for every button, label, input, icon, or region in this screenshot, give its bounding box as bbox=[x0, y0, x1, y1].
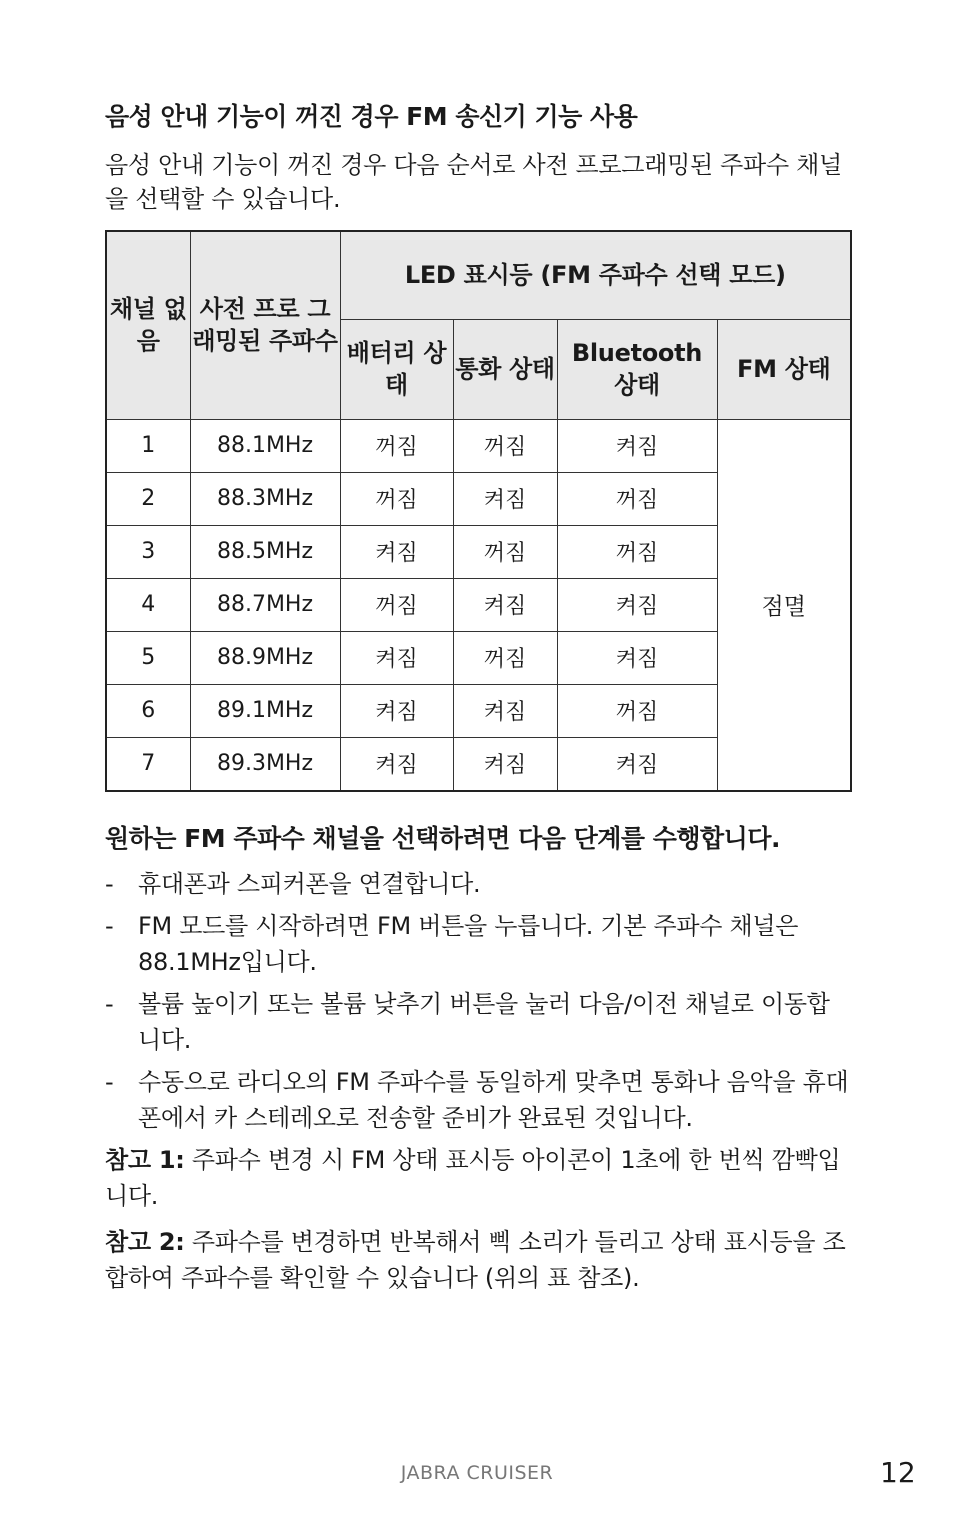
section-heading-select-channel: 원하는 FM 주파수 채널을 선택하려면 다음 단계를 수행합니다. bbox=[105, 823, 780, 853]
cell-call: 꺼짐 bbox=[453, 525, 557, 578]
footer-brand: JABRA CRUISER bbox=[400, 1462, 554, 1484]
cell-frequency: 88.7MHz bbox=[190, 578, 340, 631]
header-call: 통화 상태 bbox=[453, 319, 557, 419]
cell-bluetooth: 켜짐 bbox=[557, 631, 717, 684]
cell-frequency: 88.1MHz bbox=[190, 419, 340, 472]
cell-battery: 꺼짐 bbox=[340, 472, 453, 525]
page-number: 12 bbox=[880, 1456, 916, 1489]
cell-bluetooth: 꺼짐 bbox=[557, 472, 717, 525]
cell-battery: 켜짐 bbox=[340, 737, 453, 791]
cell-frequency: 88.5MHz bbox=[190, 525, 340, 578]
list-item bbox=[105, 866, 850, 902]
cell-bluetooth: 켜짐 bbox=[557, 578, 717, 631]
cell-call: 켜짐 bbox=[453, 578, 557, 631]
cell-battery: 켜짐 bbox=[340, 525, 453, 578]
header-fm: FM 상태 bbox=[717, 319, 851, 419]
bullet-dash: - bbox=[105, 911, 114, 940]
bullet-dash: - bbox=[105, 869, 114, 898]
note-text: 주파수를 변경하면 반복해서 삑 소리가 들리고 상태 표시등을 조합하여 주파수를 확인할 수 있습니다 (위의 표 참조). bbox=[105, 1227, 846, 1292]
cell-frequency: 88.3MHz bbox=[190, 472, 340, 525]
note-1 bbox=[105, 1142, 850, 1214]
step-text: 볼륨 높이기 또는 볼륨 낮추기 버튼을 눌러 다음/이전 채널로 이동합니다. bbox=[138, 989, 830, 1054]
cell-channel: 3 bbox=[106, 525, 190, 578]
cell-call: 켜짐 bbox=[453, 737, 557, 791]
steps-list bbox=[105, 866, 850, 1136]
cell-frequency: 89.1MHz bbox=[190, 684, 340, 737]
cell-battery: 꺼짐 bbox=[340, 578, 453, 631]
cell-fm-state: 점멸 bbox=[717, 419, 851, 791]
header-frequency: 사전 프로 그래밍된 주파수 bbox=[190, 231, 340, 419]
note-2 bbox=[105, 1224, 850, 1296]
fm-channel-table bbox=[105, 230, 852, 792]
list-item bbox=[105, 1064, 850, 1136]
header-bluetooth: Bluetooth 상태 bbox=[557, 319, 717, 419]
cell-frequency: 88.9MHz bbox=[190, 631, 340, 684]
cell-frequency: 89.3MHz bbox=[190, 737, 340, 791]
table-row bbox=[106, 419, 851, 472]
bullet-dash: - bbox=[105, 1067, 114, 1096]
cell-channel: 6 bbox=[106, 684, 190, 737]
cell-bluetooth: 꺼짐 bbox=[557, 684, 717, 737]
note-text: 주파수 변경 시 FM 상태 표시등 아이콘이 1초에 한 번씩 깜빡입니다. bbox=[105, 1145, 841, 1210]
cell-battery: 켜짐 bbox=[340, 631, 453, 684]
cell-channel: 7 bbox=[106, 737, 190, 791]
step-text: FM 모드를 시작하려면 FM 버튼을 누릅니다. 기본 주파수 채널은 88.1MHz입니다. bbox=[138, 911, 799, 976]
header-channel: 채널 없음 bbox=[106, 231, 190, 419]
section-heading-fm-no-voice: 음성 안내 기능이 꺼진 경우 FM 송신기 기능 사용 bbox=[105, 102, 638, 131]
step-text: 수동으로 라디오의 FM 주파수를 동일하게 맞추면 통화나 음악을 휴대폰에서 카 스테레오로 전송할 준비가 완료된 것입니다. bbox=[138, 1067, 849, 1132]
cell-channel: 4 bbox=[106, 578, 190, 631]
section-intro: 음성 안내 기능이 꺼진 경우 다음 순서로 사전 프로그래밍된 주파수 채널을 선택할 수 있습니다. bbox=[105, 151, 842, 213]
bullet-dash: - bbox=[105, 989, 114, 1018]
cell-channel: 5 bbox=[106, 631, 190, 684]
cell-channel: 1 bbox=[106, 419, 190, 472]
note-label: 참고 2: bbox=[105, 1227, 185, 1256]
cell-bluetooth: 켜짐 bbox=[557, 737, 717, 791]
cell-battery: 꺼짐 bbox=[340, 419, 453, 472]
list-item bbox=[105, 908, 850, 980]
list-item bbox=[105, 986, 850, 1058]
step-text: 휴대폰과 스피커폰을 연결합니다. bbox=[138, 869, 481, 898]
cell-bluetooth: 꺼짐 bbox=[557, 525, 717, 578]
cell-channel: 2 bbox=[106, 472, 190, 525]
cell-call: 켜짐 bbox=[453, 472, 557, 525]
cell-battery: 켜짐 bbox=[340, 684, 453, 737]
header-battery: 배터리 상태 bbox=[340, 319, 453, 419]
header-led-group: LED 표시등 (FM 주파수 선택 모드) bbox=[340, 231, 851, 319]
cell-call: 켜짐 bbox=[453, 684, 557, 737]
page-content bbox=[105, 100, 850, 1306]
cell-call: 꺼짐 bbox=[453, 631, 557, 684]
cell-bluetooth: 켜짐 bbox=[557, 419, 717, 472]
cell-call: 꺼짐 bbox=[453, 419, 557, 472]
note-label: 참고 1: bbox=[105, 1145, 185, 1174]
